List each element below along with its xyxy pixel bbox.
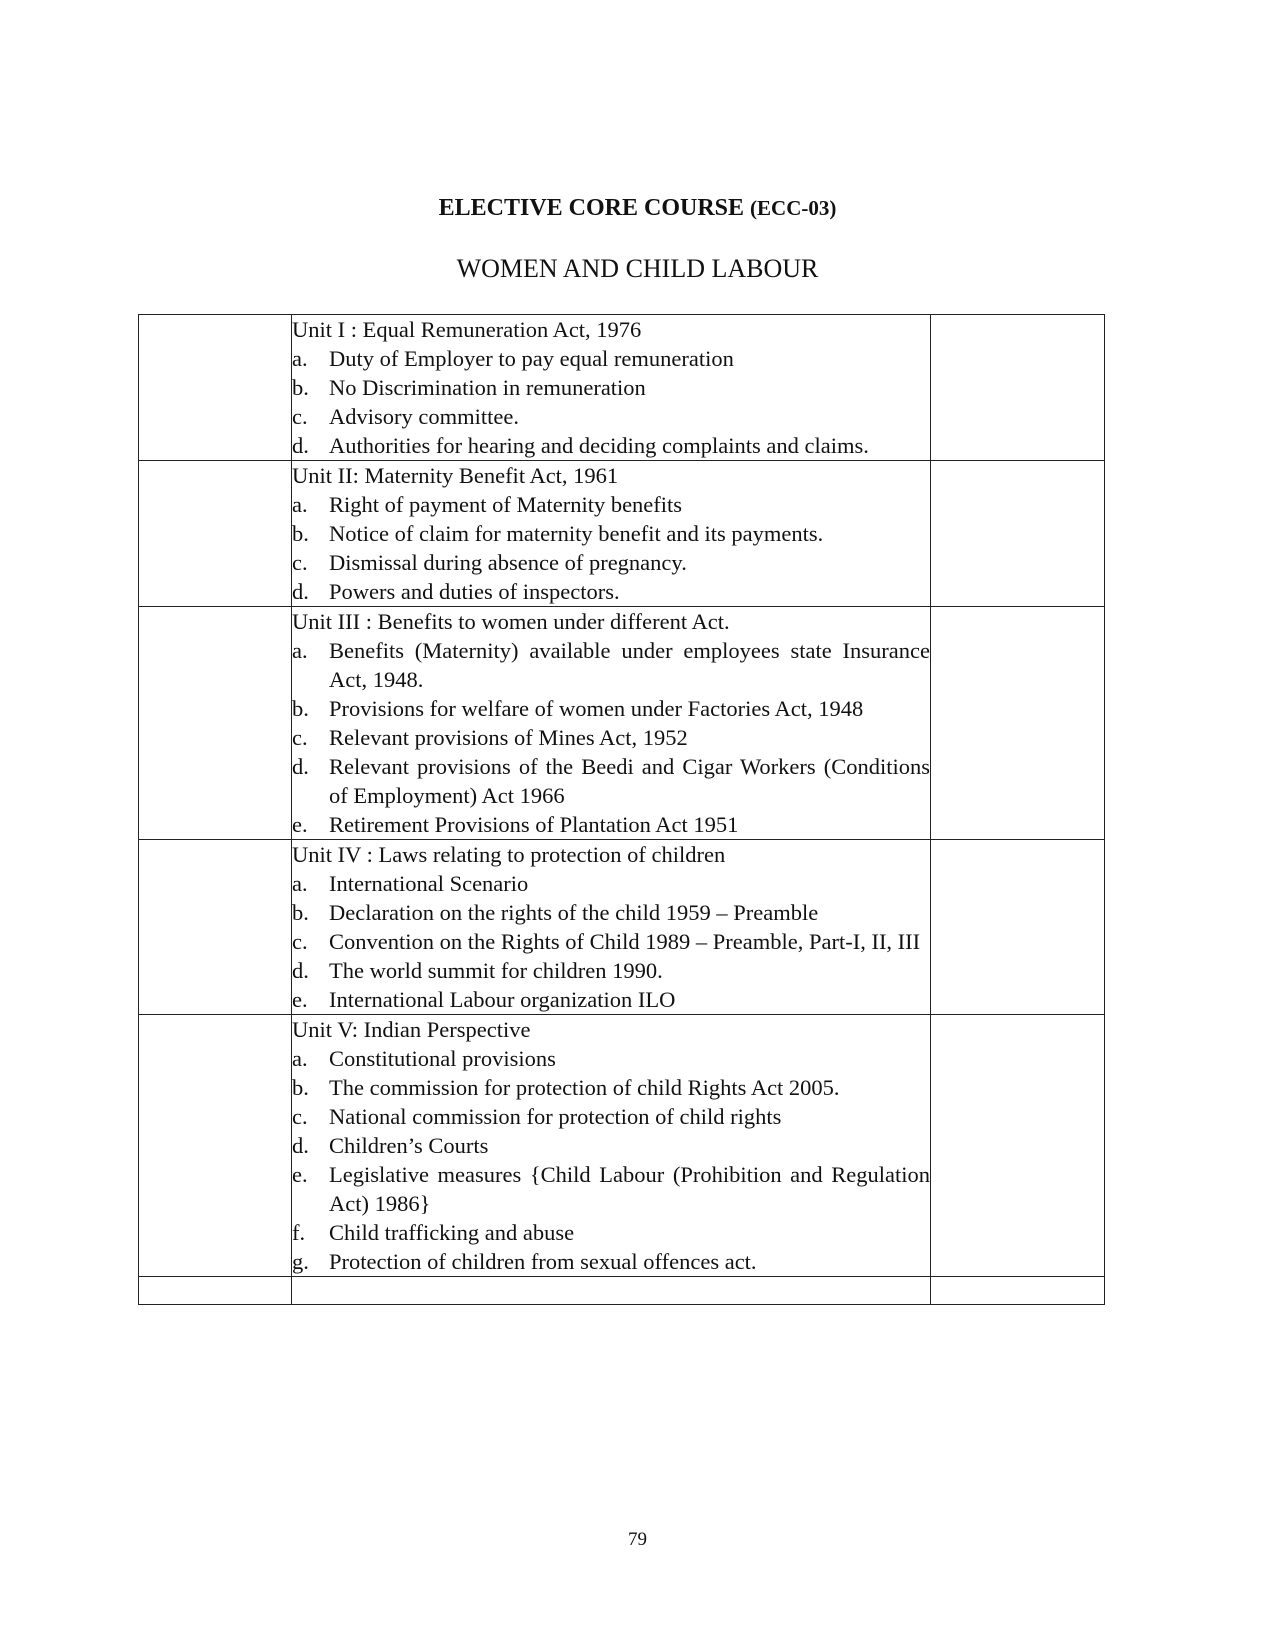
list-item-text: Duty of Employer to pay equal remuneration (329, 346, 734, 371)
list-item (292, 1218, 930, 1247)
list-item (292, 636, 930, 694)
list-item-text: Benefits (Maternity) available under employees state Insurance Act, 1948. (329, 638, 930, 692)
course-code: (ECC-03) (750, 196, 837, 220)
unit-heading: Unit III : Benefits to women under different Act. (292, 609, 730, 634)
unit-item-list (292, 869, 930, 1014)
unit-row (139, 315, 1105, 461)
list-item-marker: e. (292, 987, 308, 1012)
unit-item-list (292, 636, 930, 839)
list-item (292, 810, 930, 839)
unit-row (139, 840, 1105, 1015)
units-table (138, 314, 1105, 1305)
unit-content-cell (292, 607, 931, 840)
list-item (292, 752, 930, 810)
list-item-text: Right of payment of Maternity benefits (329, 492, 683, 517)
list-item-text: No Discrimination in remuneration (329, 375, 646, 400)
course-title-text: ELECTIVE CORE COURSE (438, 195, 745, 221)
list-item (292, 1247, 930, 1276)
list-item-text: International Scenario (329, 871, 529, 896)
list-item-text: Provisions for welfare of women under Factories Act, 1948 (329, 696, 864, 721)
empty-row (139, 1277, 1105, 1305)
unit-content-cell (292, 840, 931, 1015)
unit-item-list (292, 490, 930, 606)
list-item (292, 694, 930, 723)
list-item-marker: c. (292, 1104, 308, 1129)
unit-row (139, 1015, 1105, 1277)
list-item-marker: c. (292, 725, 308, 750)
list-item-text: Child trafficking and abuse (329, 1220, 575, 1245)
page-number: 79 (628, 1529, 647, 1550)
list-item (292, 373, 930, 402)
list-item-marker: d. (292, 958, 309, 983)
list-item (292, 519, 930, 548)
list-item (292, 1073, 930, 1102)
list-item-marker: d. (292, 1133, 309, 1158)
list-item-marker: d. (292, 579, 309, 604)
list-item-marker: a. (292, 346, 308, 371)
list-item-text: Declaration on the rights of the child 1959 – Preamble (329, 900, 819, 925)
empty-right-cell (931, 840, 1105, 1015)
unit-heading: Unit I : Equal Remuneration Act, 1976 (292, 317, 642, 342)
list-item-marker: d. (292, 433, 309, 458)
unit-row (139, 461, 1105, 607)
list-item-text: Authorities for hearing and deciding complaints and claims. (329, 433, 869, 458)
unit-content-cell (292, 461, 931, 607)
empty-left-cell (139, 1015, 292, 1277)
unit-row (139, 607, 1105, 840)
list-item-marker: b. (292, 696, 309, 721)
list-item-marker: a. (292, 638, 308, 663)
list-item (292, 402, 930, 431)
list-item-text: The commission for protection of child Rights Act 2005. (329, 1075, 840, 1100)
empty-cell (931, 1277, 1105, 1305)
list-item (292, 577, 930, 606)
list-item-marker: e. (292, 1162, 308, 1187)
list-item (292, 869, 930, 898)
unit-content-cell (292, 1015, 931, 1277)
list-item-marker: b. (292, 521, 309, 546)
course-subtitle: WOMEN AND CHILD LABOUR (456, 254, 819, 283)
empty-left-cell (139, 840, 292, 1015)
list-item-text: Retirement Provisions of Plantation Act 1951 (329, 812, 739, 837)
list-item-text: Children’s Courts (329, 1133, 489, 1158)
list-item-text: Legislative measures {Child Labour (Prohibition and Regulation Act) 1986} (329, 1162, 930, 1216)
list-item (292, 548, 930, 577)
list-item-marker: b. (292, 375, 309, 400)
empty-right-cell (931, 315, 1105, 461)
empty-right-cell (931, 607, 1105, 840)
list-item (292, 490, 930, 519)
list-item (292, 344, 930, 373)
unit-heading: Unit V: Indian Perspective (292, 1017, 531, 1042)
list-item-text: Protection of children from sexual offences act. (329, 1249, 757, 1274)
list-item-text: National commission for protection of child rights (329, 1104, 782, 1129)
list-item-marker: g. (292, 1249, 309, 1274)
list-item-text: Relevant provisions of the Beedi and Cigar Workers (Conditions of Employment) Act 1966 (329, 754, 930, 808)
empty-cell (292, 1277, 931, 1305)
list-item-marker: c. (292, 929, 308, 954)
unit-content-cell (292, 315, 931, 461)
course-title (0, 194, 1275, 222)
list-item-text: Powers and duties of inspectors. (329, 579, 620, 604)
empty-right-cell (931, 461, 1105, 607)
list-item-text: Constitutional provisions (329, 1046, 556, 1071)
empty-left-cell (139, 461, 292, 607)
empty-cell (139, 1277, 292, 1305)
list-item-marker: b. (292, 900, 309, 925)
list-item (292, 927, 930, 956)
list-item-text: Advisory committee. (329, 404, 519, 429)
list-item-marker: c. (292, 404, 308, 429)
list-item (292, 956, 930, 985)
list-item-text: Convention on the Rights of Child 1989 – Preamble, Part-I, II, III (329, 929, 921, 954)
list-item-marker: c. (292, 550, 308, 575)
list-item (292, 898, 930, 927)
unit-heading: Unit II: Maternity Benefit Act, 1961 (292, 463, 619, 488)
empty-left-cell (139, 315, 292, 461)
empty-right-cell (931, 1015, 1105, 1277)
list-item (292, 1131, 930, 1160)
list-item-marker: f. (292, 1220, 306, 1245)
unit-item-list (292, 344, 930, 460)
list-item-text: International Labour organization ILO (329, 987, 676, 1012)
list-item (292, 985, 930, 1014)
list-item (292, 723, 930, 752)
list-item-marker: e. (292, 812, 308, 837)
list-item-marker: d. (292, 754, 309, 779)
unit-heading: Unit IV : Laws relating to protection of children (292, 842, 726, 867)
list-item (292, 431, 930, 460)
list-item-text: Notice of claim for maternity benefit and its payments. (329, 521, 824, 546)
unit-item-list (292, 1044, 930, 1276)
list-item-marker: a. (292, 1046, 308, 1071)
list-item-marker: a. (292, 871, 308, 896)
list-item (292, 1102, 930, 1131)
list-item-text: The world summit for children 1990. (329, 958, 663, 983)
empty-left-cell (139, 607, 292, 840)
list-item-marker: a. (292, 492, 308, 517)
list-item (292, 1160, 930, 1218)
list-item-marker: b. (292, 1075, 309, 1100)
list-item-text: Dismissal during absence of pregnancy. (329, 550, 687, 575)
units-table-body (139, 315, 1105, 1305)
list-item-text: Relevant provisions of Mines Act, 1952 (329, 725, 688, 750)
list-item (292, 1044, 930, 1073)
